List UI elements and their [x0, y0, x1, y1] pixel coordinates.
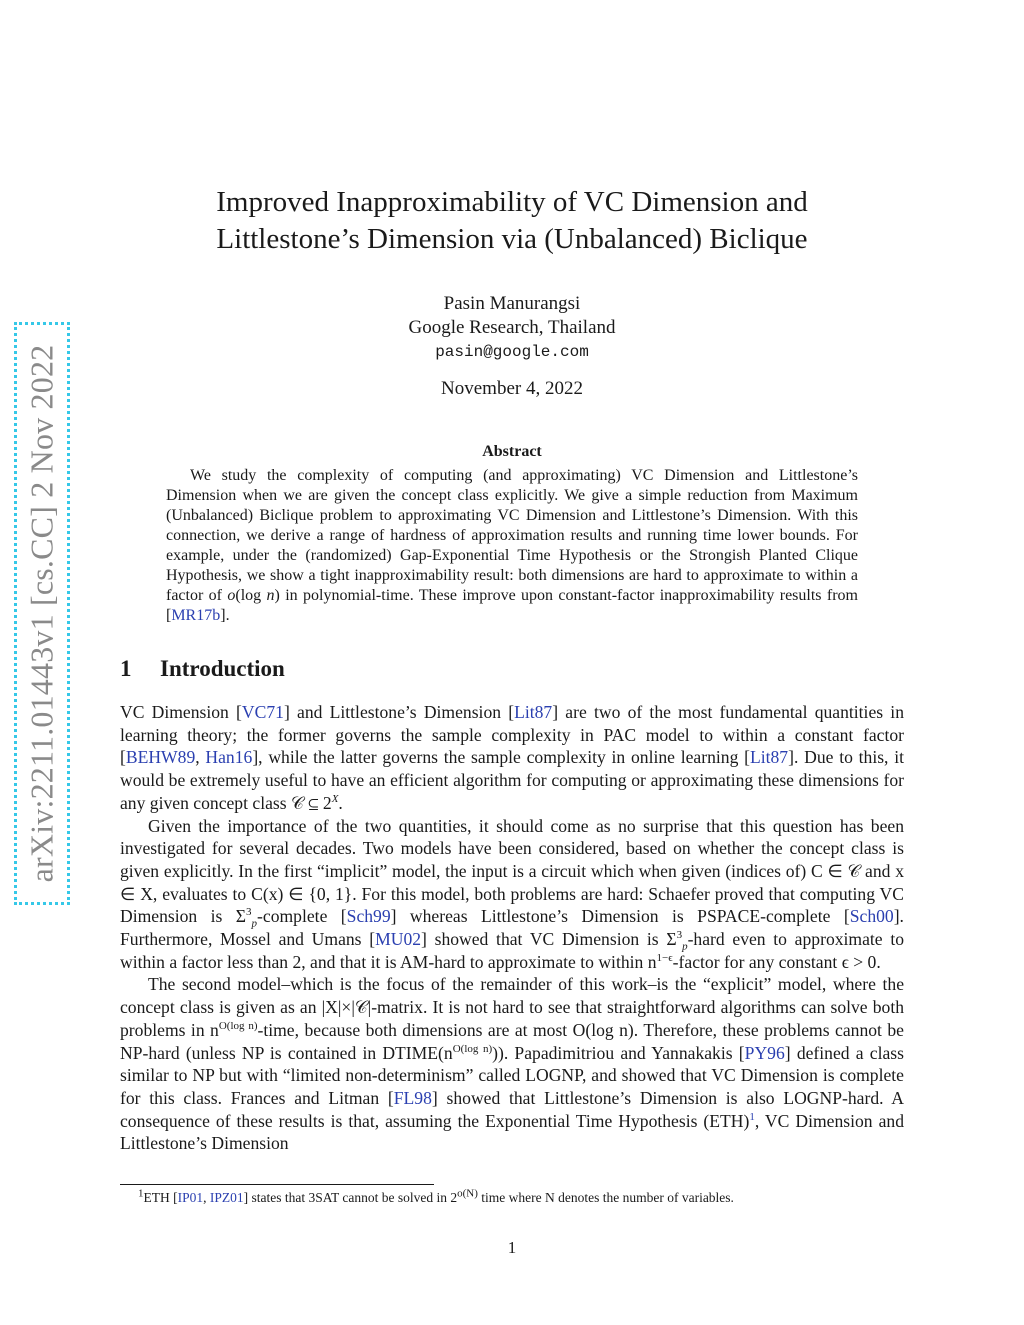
- footnote-divider: [120, 1184, 434, 1185]
- author-email[interactable]: pasin@google.com: [435, 343, 589, 361]
- citation-link[interactable]: PY96: [744, 1042, 785, 1063]
- citation-link[interactable]: IP01: [177, 1190, 204, 1205]
- page-number: 1: [507, 1238, 517, 1257]
- author-affiliation: Google Research, Thailand: [408, 317, 616, 338]
- arxiv-identifier-stamp[interactable]: [14, 322, 70, 905]
- citation-link[interactable]: MU02: [375, 929, 422, 950]
- citation-link[interactable]: IPZ01: [209, 1190, 244, 1205]
- author-block: [120, 292, 904, 364]
- abstract-heading: Abstract: [482, 443, 542, 460]
- citation-link[interactable]: Sch99: [346, 906, 391, 927]
- paragraph: VC Dimension [VC71] and Littlestone’s Dimension [Lit87] are two of the most fundamental quantities in learning theory; the former governs the sample complexity in PAC model to within a constant factor [BEHW89, Han16], while the latter governs the sample complexity in online learning [Lit87]. Due to this, it would be extremely useful to have an efficient algorithm for computing or approximating these dimensions for any given concept class 𝒞 ⊆ $2^X$.: [120, 702, 904, 813]
- citation-link[interactable]: Sch00: [849, 906, 894, 927]
- paragraph: Given the importance of the two quantities, it should come as no surprise that this question has been investigated for several decades. Two models have been considered, based on whether the concept class is given explicitly. In the first “implicit” model, the input is a circuit which when given (indices of) C ∈ 𝒞 and x ∈ X, evaluates to C(x) ∈ {0, 1}. For this model, both problems are hard: Schaefer proved that computing VC Dimension is $\Sigma^3_p$-complete [Sch99] whereas Littlestone’s Dimension is PSPACE-complete [Sch00]. Furthermore, Mossel and Umans [MU02] showed that VC Dimension is $\Sigma^3_p$-hard even to approximate to within a factor less than 2, and that it is AM-hard to approximate to within $n^{1-\epsilon}$-factor for any constant ϵ > 0.: [120, 815, 905, 972]
- section-title: Introduction: [160, 656, 285, 681]
- section-heading: [120, 656, 285, 682]
- citation-link[interactable]: BEHW89: [125, 747, 196, 768]
- footnote-number: 1: [138, 1187, 144, 1200]
- paper-title: [120, 184, 904, 258]
- introduction-body: [120, 701, 904, 1155]
- title-line-1: Improved Inapproximability of VC Dimension and: [216, 186, 808, 218]
- paper-date: November 4, 2022: [441, 378, 583, 399]
- arxiv-stamp-text: arXiv:2211.01443v1 [cs.CC] 2 Nov 2022: [23, 344, 60, 883]
- citation-link[interactable]: VC71: [241, 702, 284, 722]
- author-name: Pasin Manurangsi: [443, 293, 581, 314]
- section-number: 1: [120, 656, 132, 681]
- title-line-2: Littlestone’s Dimension via (Unbalanced) Biclique: [216, 223, 808, 255]
- footnote: $^1$ETH [IP01, IPZ01] states that 3SAT cannot be solved in $2^{o(N)}$ time where N denotes the number of variables.: [138, 1187, 734, 1205]
- citation-link[interactable]: Lit87: [749, 747, 789, 768]
- citation-link[interactable]: MR17b: [171, 607, 221, 624]
- abstract-text: We study the complexity of computing (and approximating) VC Dimension and Littlestone’s Dimension when we are given the concept class explicitly. We give a simple reduction from Maximum (Unbalanced) Biclique problem to approximating VC Dimension and Littlestone’s Dimension. With this connection, we derive a range of hardness of approximation results and running time lower bounds. For example, under the (randomized) Gap-Exponential Time Hypothesis or the Strongish Planted Clique Hypothesis, we show a tight inapproximability result: both dimensions are hard to approximate to within a factor of o(log n) in polynomial-time. These improve upon constant-factor inapproximability results from [MR17b].: [166, 467, 858, 624]
- citation-link[interactable]: FL98: [393, 1087, 432, 1108]
- citation-link[interactable]: Han16: [205, 747, 253, 768]
- paragraph: The second model–which is the focus of the remainder of this work–is the “explicit” model, where the concept class is given as an |X|×|𝒞|-matrix. It is not hard to see that straightforward algorithms can solve both problems in $n^{O(log n)}$-time, because both dimensions are at most O(log n). Therefore, these problems cannot be NP-hard (unless NP is contained in $DTIME(n^{O(log n)})$). Papadimitriou and Yannakakis [PY96] defined a class similar to NP but with “limited non-determinism” called LOGNP, and showed that VC Dimension is complete for this class. Frances and Litman [FL98] showed that Littlestone’s Dimension is also LOGNP-hard. A consequence of these results is that, assuming the Exponential Time Hypothesis (ETH)$^1$, VC Dimension and Littlestone’s Dimension: [120, 974, 904, 1154]
- citation-link[interactable]: Lit87: [514, 702, 553, 722]
- footnote-marker-link[interactable]: 1: [749, 1110, 755, 1123]
